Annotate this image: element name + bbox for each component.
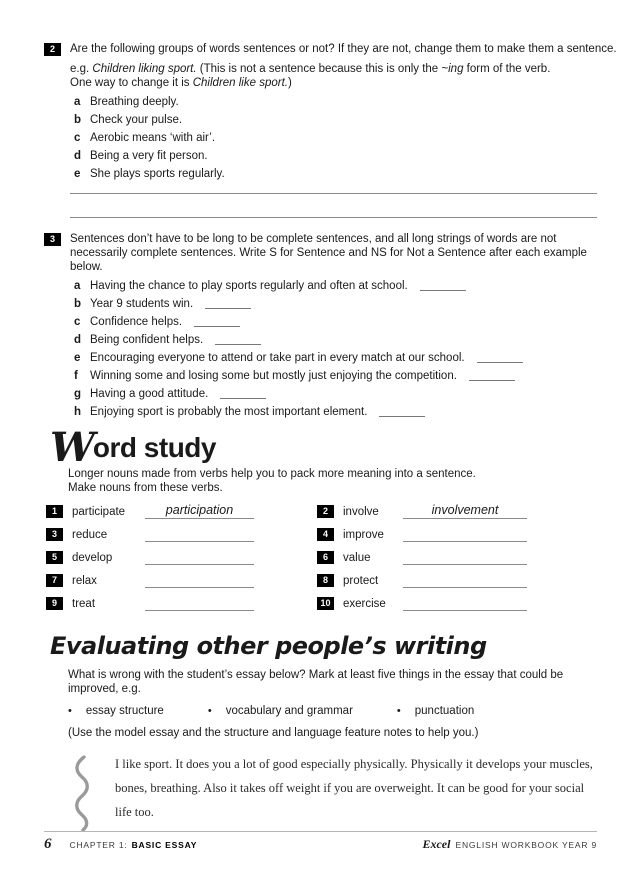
- bullet-text: punctuation: [414, 705, 475, 717]
- example-italic-phrase: Children liking sport.: [92, 63, 197, 75]
- drop-cap-initial: W: [50, 424, 93, 471]
- list-item: [70, 167, 597, 181]
- answer-line: [145, 587, 254, 588]
- item-text: Check your pulse.: [90, 114, 183, 126]
- item-text: Breathing deeply.: [90, 96, 179, 108]
- answer-blank: [477, 351, 523, 363]
- page-footer: [44, 831, 597, 853]
- exercise-2-example: [70, 62, 597, 76]
- title-rest: ord study: [92, 432, 216, 463]
- word-study-row: [317, 503, 527, 519]
- item-letter: h: [74, 406, 82, 418]
- item-number-badge: 1: [46, 505, 63, 518]
- item-letter: f: [74, 370, 78, 382]
- word-study-row: [46, 572, 254, 588]
- answer-line: [145, 503, 254, 519]
- exercise-2-prompt: Are the following groups of words sentences or not? If they are not, change them to make them a sentence.: [70, 43, 617, 55]
- verb-label: exercise: [343, 598, 386, 610]
- bullet-item: [68, 704, 164, 718]
- word-study-row: [46, 549, 254, 565]
- verb-label: value: [343, 552, 371, 564]
- item-text: Having the chance to play sports regularly and often at school.: [90, 280, 408, 292]
- example-italic-phrase: Children like sport.: [192, 77, 288, 89]
- word-study-column-left: [46, 503, 254, 618]
- intro-line: Make nouns from these verbs.: [68, 482, 223, 494]
- bullet-item: [397, 704, 474, 718]
- exercise-2: [44, 42, 617, 219]
- bullet-text: vocabulary and grammar: [225, 705, 353, 717]
- answer-blank: [379, 405, 425, 417]
- chapter-title: BASIC ESSAY: [131, 840, 198, 850]
- item-text: She plays sports regularly.: [90, 168, 225, 180]
- example-italic-suffix: ~ing: [441, 63, 464, 75]
- exercise-2-example-line2: [70, 76, 597, 90]
- verb-label: reduce: [72, 529, 108, 541]
- word-study-grid: [46, 503, 597, 618]
- list-item: [70, 297, 597, 311]
- exercise-3: [44, 232, 597, 423]
- page-number: 6: [44, 836, 52, 852]
- item-number-badge: 2: [317, 505, 334, 518]
- list-item: [70, 279, 597, 293]
- item-letter: d: [74, 334, 82, 346]
- answer-blank: [194, 315, 240, 327]
- answer-line: [403, 503, 527, 519]
- book-title: ENGLISH WORKBOOK YEAR 9: [455, 840, 597, 850]
- exercise-number-badge: 3: [44, 233, 61, 246]
- answer-writing-line: [70, 193, 597, 194]
- example-text: form of the verb.: [463, 63, 551, 75]
- item-text: Enjoying sport is probably the most important element.: [90, 406, 368, 418]
- verb-label: improve: [343, 529, 384, 541]
- chapter-label: CHAPTER 1:: [69, 840, 128, 850]
- example-text: ): [287, 77, 292, 89]
- answer-line: [403, 564, 527, 565]
- list-item: [70, 351, 597, 365]
- exercise-3-prompt: Sentences don’t have to be long to be complete sentences, and all long strings of words are not necessarily complete sentences. Write S for Sentence and NS for Not a Sentence after each example below.: [70, 233, 587, 273]
- item-letter: a: [74, 96, 81, 108]
- intro-line: Longer nouns made from verbs help you to pack more meaning into a sentence.: [68, 468, 476, 480]
- item-letter: b: [74, 114, 82, 126]
- verb-label: relax: [72, 575, 97, 587]
- item-number-badge: 3: [46, 528, 63, 541]
- verb-label: involve: [343, 506, 379, 518]
- item-letter: d: [74, 150, 82, 162]
- answer-line: [403, 587, 527, 588]
- item-letter: a: [74, 280, 81, 292]
- student-essay-quote: [44, 752, 597, 824]
- bullet-text: essay structure: [85, 705, 164, 717]
- item-number-badge: 7: [46, 574, 63, 587]
- footer-right: [422, 837, 597, 852]
- word-study-row: [317, 549, 527, 565]
- evaluating-section: [44, 630, 597, 824]
- exercise-3-items: [70, 279, 597, 419]
- item-text: Having a good attitude.: [90, 388, 209, 400]
- answer-line: [403, 541, 527, 542]
- item-letter: c: [74, 316, 81, 328]
- handwritten-answer: participation: [165, 503, 234, 517]
- answer-line: [403, 610, 527, 611]
- evaluating-note: (Use the model essay and the structure and language feature notes to help you.): [68, 727, 479, 739]
- list-item: [70, 333, 597, 347]
- item-text: Winning some and losing some but mostly just enjoying the competition.: [90, 370, 457, 382]
- footer-left: [44, 836, 197, 853]
- list-item: [70, 149, 597, 163]
- word-study-row: [317, 572, 527, 588]
- bullet-dot-icon: •: [207, 705, 212, 717]
- list-item: [70, 131, 597, 145]
- bullet-item: [208, 704, 353, 718]
- bullet-dot-icon: •: [396, 705, 401, 717]
- item-letter: c: [74, 132, 81, 144]
- item-number-badge: 9: [46, 597, 63, 610]
- answer-blank: [215, 333, 261, 345]
- answer-line: [145, 610, 254, 611]
- verb-label: develop: [72, 552, 113, 564]
- example-text: e.g.: [70, 63, 93, 75]
- evaluating-title: Evaluating other people’s writing: [50, 632, 487, 660]
- word-study-column-right: [317, 503, 527, 618]
- handwritten-answer: involvement: [431, 503, 499, 517]
- answer-writing-line: [70, 217, 597, 218]
- verb-label: protect: [343, 575, 379, 587]
- item-letter: g: [74, 388, 82, 400]
- item-letter: e: [74, 168, 81, 180]
- exercise-2-body: [70, 42, 617, 219]
- item-text: Confidence helps.: [90, 316, 183, 328]
- item-text: Being a very fit person.: [90, 150, 208, 162]
- bullet-list: [68, 704, 597, 718]
- item-text: Being confident helps.: [90, 334, 204, 346]
- item-text: Year 9 students win.: [90, 298, 194, 310]
- item-letter: b: [74, 298, 82, 310]
- list-item: [70, 95, 597, 109]
- item-number-badge: 5: [46, 551, 63, 564]
- item-number-badge: 6: [317, 551, 334, 564]
- list-item: [70, 387, 597, 401]
- list-item: [70, 369, 597, 383]
- item-text: Encouraging everyone to attend or take part in every match at our school.: [90, 352, 465, 364]
- item-number-badge: 8: [317, 574, 334, 587]
- answer-blank: [220, 387, 266, 399]
- answer-blank: [205, 297, 251, 309]
- item-number-badge: 10: [317, 597, 334, 610]
- bullet-dot-icon: •: [68, 705, 72, 717]
- item-text: Aerobic means ‘with air’.: [90, 132, 216, 144]
- exercise-number-badge: 2: [44, 43, 61, 56]
- answer-line: [145, 564, 254, 565]
- answer-blank: [420, 279, 466, 291]
- word-study-row: [46, 503, 254, 519]
- list-item: [70, 405, 597, 419]
- item-number-badge: 4: [317, 528, 334, 541]
- brand-logo-text: Excel: [422, 837, 451, 851]
- example-text: (This is not a sentence because this is only the: [196, 63, 442, 75]
- word-study-row: [317, 526, 527, 542]
- word-study-row: [46, 595, 254, 611]
- exercise-2-items: [70, 95, 597, 181]
- evaluating-prompt: What is wrong with the student’s essay below? Mark at least five things in the essay that could be improved, e.g.: [68, 669, 564, 695]
- verb-label: participate: [72, 506, 126, 518]
- answer-line: [145, 541, 254, 542]
- list-item: [70, 113, 597, 127]
- verb-label: treat: [72, 598, 96, 610]
- word-study-row: [317, 595, 527, 611]
- word-study-section: [44, 424, 597, 618]
- squiggle-brace-icon: [71, 754, 93, 832]
- word-study-title: [50, 424, 597, 471]
- student-essay-text: I like sport. It does you a lot of good especially physically. Physically it develops your muscles, bones, breathing. Also it takes off weight if you are overweight. It can be good for your social life too.: [115, 757, 593, 819]
- item-letter: e: [74, 352, 81, 364]
- answer-blank: [469, 369, 515, 381]
- word-study-intro: [68, 467, 597, 495]
- word-study-row: [46, 526, 254, 542]
- exercise-3-body: [70, 232, 597, 423]
- example-text: One way to change it is: [70, 77, 193, 89]
- list-item: [70, 315, 597, 329]
